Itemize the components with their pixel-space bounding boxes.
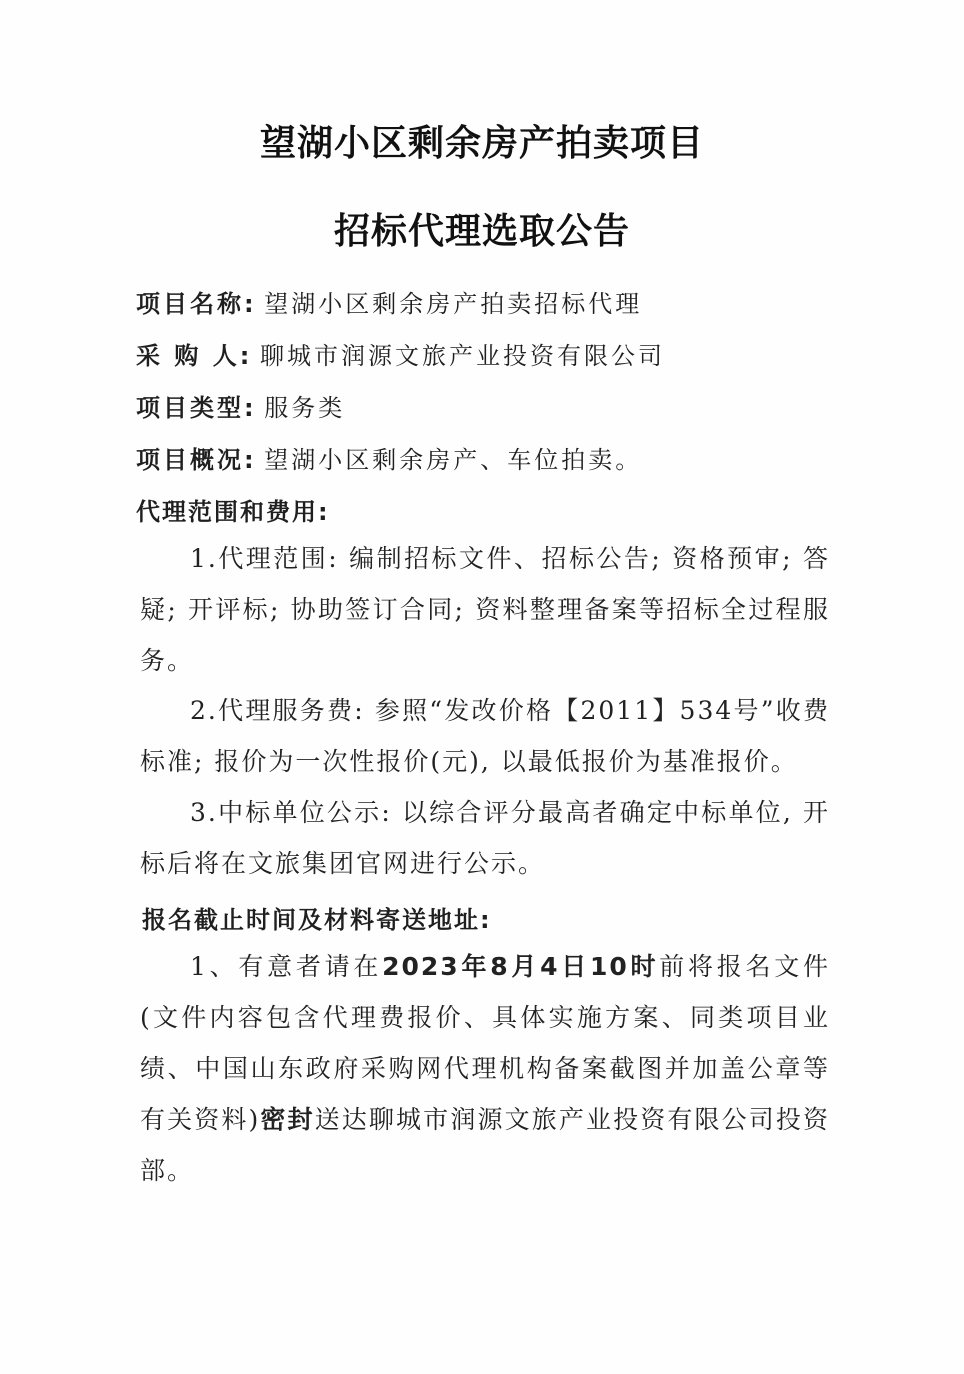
field-project-type	[136, 388, 345, 423]
paragraph-text-suffix: 送达聊城市润源文旅产业投资有限公司投资部。	[140, 1105, 830, 1185]
field-label: 采 购 人:	[136, 342, 253, 370]
section-heading-deadline-and-address: 报名截止时间及材料寄送地址:	[142, 906, 492, 934]
section-heading-scope-and-fees: 代理范围和费用:	[136, 498, 330, 526]
field-project-name	[136, 284, 642, 319]
field-label: 项目概况:	[136, 446, 257, 474]
field-project-overview	[136, 440, 642, 475]
field-value: 望湖小区剩余房产拍卖招标代理	[264, 290, 643, 318]
field-purchaser	[136, 336, 665, 371]
paragraph-text: 2.代理服务费: 参照“发改价格【2011】534号”收费标准; 报价为一次性报价(元), 以最低报价为基准报价。	[140, 696, 830, 776]
field-label: 项目名称:	[136, 290, 257, 318]
paragraph-text-prefix: 1、有意者请在	[190, 952, 383, 981]
field-value: 望湖小区剩余房产、车位拍卖。	[264, 446, 643, 474]
paragraph-winner-publicity	[140, 787, 830, 889]
paragraph-text: 3.中标单位公示: 以综合评分最高者确定中标单位, 开标后将在文旅集团官网进行公示。	[140, 798, 830, 878]
document-title-line-2: 招标代理选取公告	[333, 211, 630, 252]
deadline-date: 2023年8月4日10时	[382, 952, 660, 981]
paragraph-agency-fee	[140, 685, 830, 787]
paragraph-text-middle: 前将报名文件(文件内容包含代理费报价、具体实施方案、同类项目业绩、中国山东政府采购网代理机构备案截图并加盖公章等有关资料)	[140, 952, 830, 1134]
field-label: 项目类型:	[136, 394, 257, 422]
document-title-line-1: 望湖小区剩余房产拍卖项目	[259, 123, 704, 164]
paragraph-agency-scope	[140, 533, 830, 686]
paragraph-registration-deadline	[140, 941, 830, 1196]
paragraph-text: 1.代理范围: 编制招标文件、招标公告; 资格预审; 答疑; 开评标; 协助签订合同; 资料整理备案等招标全过程服务。	[140, 544, 830, 675]
field-value: 聊城市润源文旅产业投资有限公司	[259, 342, 665, 370]
sealed-emphasis: 密封	[260, 1105, 315, 1134]
field-value: 服务类	[264, 394, 346, 422]
